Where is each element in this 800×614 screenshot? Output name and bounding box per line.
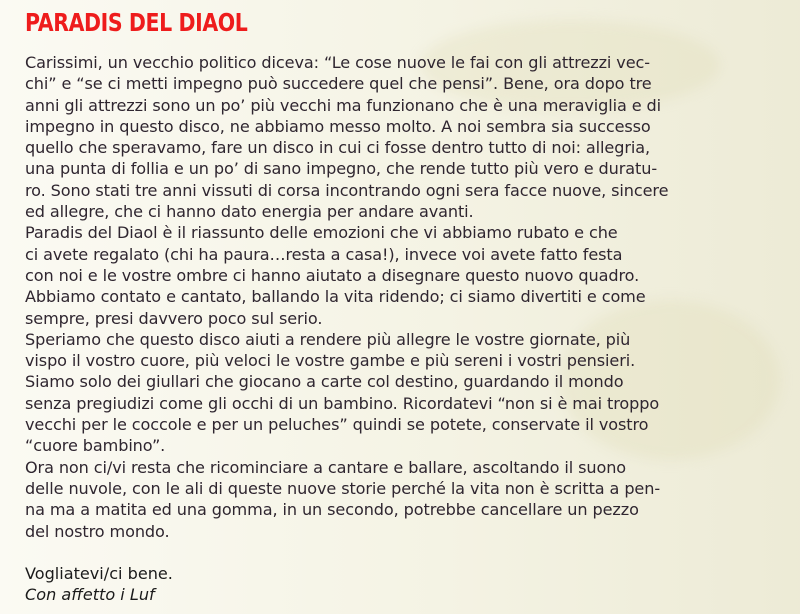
body-line: ci avete regalato (chi ha paura…resta a casa!), invece voi avete fatto festa [25,244,623,264]
body-line: Ora non ci/vi resta che ricominciare a cantare e ballare, ascoltando il suono [25,457,627,477]
body-line: senza pregiudizi come gli occhi di un bambino. Ricordatevi “non si è mai troppo [25,393,660,413]
page-title: PARADIS DEL DIAOL [25,8,248,37]
body-line: delle nuvole, con le ali di queste nuove storie perché la vita non è scritta a pen- [25,478,661,498]
body-line: Siamo solo dei giullari che giocano a carte col destino, guardando il mondo [25,372,624,392]
body-line: “cuore bambino”. [25,436,166,456]
body-line: impegno in questo disco, ne abbiamo messo molto. A noi sembra sia successo [25,116,651,136]
body-line: chi” e “se ci metti impegno può succedere quel che pensi”. Bene, ora dopo tre [25,74,652,94]
body-line: Abbiamo contato e cantato, ballando la vita ridendo; ci siamo divertiti e come [25,287,646,307]
body-line: Speriamo che questo disco aiuti a rendere più allegre le vostre giornate, più [25,329,631,349]
paragraph-gap [25,542,795,563]
signature: Con affetto i Luf [25,585,155,605]
body-line: ro. Sono stati tre anni vissuti di corsa incontrando ogni sera facce nuove, sincere [25,180,669,200]
body-line: una punta di follia e un po’ di sano impegno, che rende tutto più vero e duratu- [25,159,658,179]
body-line: na ma a matita ed una gomma, in un secondo, potrebbe cancellare un pezzo [25,500,639,520]
body-line: Paradis del Diaol è il riassunto delle emozioni che vi abbiamo rubato e che [25,223,618,243]
body-line: anni gli attrezzi sono un po’ più vecchi ma funzionano che è una meraviglia e di [25,95,662,115]
body-line: sempre, presi davvero poco sul serio. [25,308,323,328]
body-line: quello che speravamo, fare un disco in cui ci fosse dentro tutto di noi: allegria, [25,138,650,158]
closing-line: Vogliatevi/ci bene. [25,564,173,584]
body-line: vispo il vostro cuore, più veloci le vostre gambe e più sereni i vostri pensieri. [25,351,636,371]
letter-body [25,52,795,606]
body-line: Carissimi, un vecchio politico diceva: “Le cose nuove le fai con gli attrezzi vec- [25,53,650,72]
body-line: ed allegre, che ci hanno dato energia per andare avanti. [25,202,474,222]
body-line: del nostro mondo. [25,521,170,541]
body-line: con noi e le vostre ombre ci hanno aiutato a disegnare questo nuovo quadro. [25,265,640,285]
body-line: vecchi per le coccole e per un peluches” quindi se potete, conservate il vostro [25,415,649,435]
